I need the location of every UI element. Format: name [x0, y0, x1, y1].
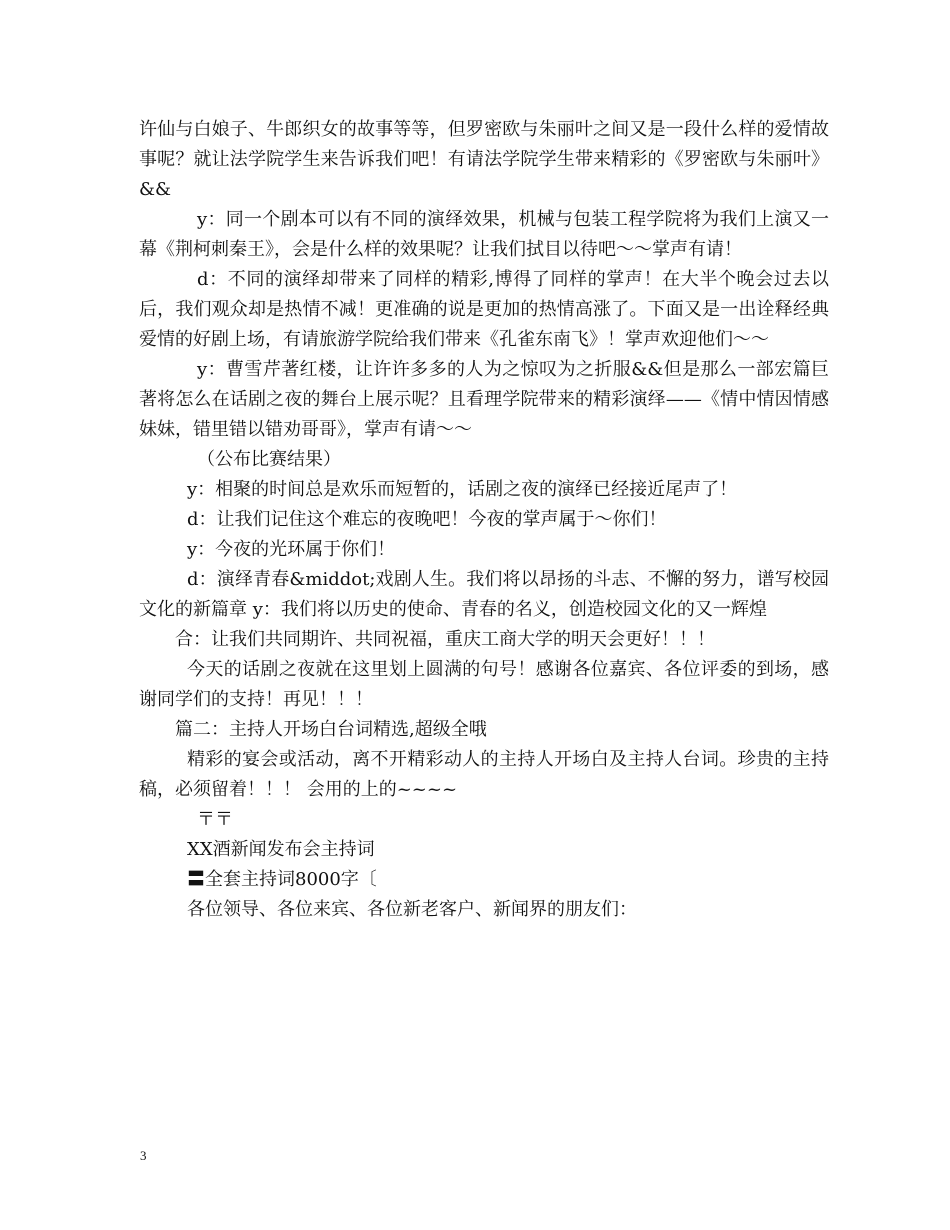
paragraph-10: 合：让我们共同期许、共同祝福，重庆工商大学的明天会更好！！！ [175, 629, 715, 650]
paragraph-13: 精彩的宴会或活动，离不开精彩动人的主持人开场白及主持人台词。珍贵的主持稿，必须留着！！！ 会用的上的~~~~ [139, 749, 829, 800]
paragraph-9: d：演绎青春&middot;戏剧人生。我们将以昂扬的斗志、不懈的努力，谱写校园文化的新篇章 y：我们将以历史的使命、青春的名义，创造校园文化的又一辉煌 [139, 569, 829, 620]
paragraph-15: XX酒新闻发布会主持词 [187, 839, 375, 860]
paragraph-7: d：让我们记住这个难忘的夜晚吧！今夜的掌声属于～你们！ [187, 509, 667, 530]
paragraph-14: 〒〒 [197, 809, 233, 830]
paragraph-1: 许仙与白娘子、牛郎织女的故事等等，但罗密欧与朱丽叶之间又是一段什么样的爱情故事呢？就让法学院学生来告诉我们吧！有请法学院学生带来精彩的《罗密欧与朱丽叶》&& [139, 119, 829, 200]
paragraph-12: 篇二：主持人开场白台词精选,超级全哦 [175, 719, 487, 740]
document-body [139, 115, 829, 925]
paragraph-6: y：相聚的时间总是欢乐而短暂的，话剧之夜的演绎已经接近尾声了！ [187, 479, 738, 500]
paragraph-17: 各位领导、各位来宾、各位新老客户、新闻界的朋友们： [187, 899, 637, 920]
paragraph-5: （公布比赛结果） [197, 449, 341, 470]
paragraph-4: y：曹雪芹著红楼，让许许多多的人为之惊叹为之折服&&但是那么一部宏篇巨著将怎么在话剧之夜的舞台上展示呢？且看理学院带来的精彩演绎——《情中情因情感妹妹，错里错以错劝哥哥》，掌声有请～～ [139, 359, 829, 440]
paragraph-16: 〓全套主持词8000字〔 [187, 869, 377, 890]
page-number: 3 [140, 1148, 147, 1163]
paragraph-3: d：不同的演绎却带来了同样的精彩,博得了同样的掌声！在大半个晚会过去以后，我们观众却是热情不减！更准确的说是更加的热情高涨了。下面又是一出诠释经典爱情的好剧上场，有请旅游学院给我们带来《孔雀东南飞》！掌声欢迎他们～～ [139, 269, 829, 350]
paragraph-11: 今天的话剧之夜就在这里划上圆满的句号！感谢各位嘉宾、各位评委的到场，感谢同学们的支持！再见！！！ [139, 659, 829, 710]
paragraph-8: y：今夜的光环属于你们！ [187, 539, 396, 560]
paragraph-2: y：同一个剧本可以有不同的演绎效果，机械与包装工程学院将为我们上演又一幕《荆柯刺秦王》，会是什么样的效果呢？让我们拭目以待吧～～掌声有请！ [139, 209, 829, 260]
